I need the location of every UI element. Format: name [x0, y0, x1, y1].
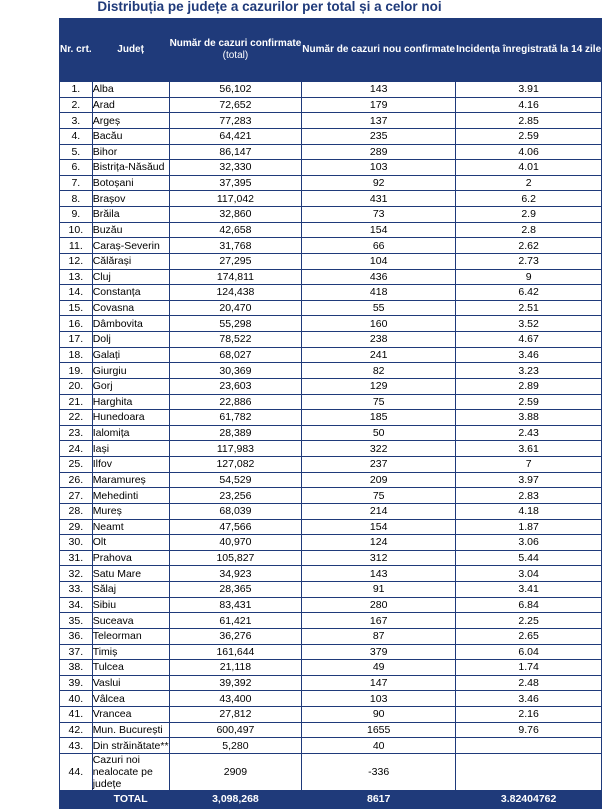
row-nr: 24. — [60, 441, 93, 457]
row-incidenta: 9 — [456, 269, 602, 285]
row-nr: 3. — [60, 113, 93, 129]
row-nr: 7. — [60, 175, 93, 191]
row-judet: Tulcea — [92, 660, 169, 676]
row-incidenta: 9.76 — [456, 722, 602, 738]
row-judet: Ialomița — [92, 425, 169, 441]
row-judet: Dolj — [92, 332, 169, 348]
row-noi: 66 — [302, 238, 456, 254]
row-total: 40,970 — [169, 535, 302, 551]
row-noi: 312 — [302, 550, 456, 566]
row-incidenta: 2.25 — [456, 613, 602, 629]
row-judet: Bihor — [92, 144, 169, 160]
row-noi: 154 — [302, 222, 456, 238]
row-judet: Dâmbovita — [92, 316, 169, 332]
row-noi: 238 — [302, 332, 456, 348]
row-total: 23,603 — [169, 378, 302, 394]
row-judet: Călărași — [92, 253, 169, 269]
row-incidenta: 3.06 — [456, 535, 602, 551]
table-row — [60, 660, 602, 676]
row-incidenta: 3.88 — [456, 410, 602, 426]
row-total: 68,027 — [169, 347, 302, 363]
row-nr: 23. — [60, 425, 93, 441]
table-row — [60, 253, 602, 269]
row-nr: 32. — [60, 566, 93, 582]
table-row — [60, 191, 602, 207]
header-judet: Județ — [92, 19, 169, 82]
row-total: 72,652 — [169, 97, 302, 113]
row-nr: 11. — [60, 238, 93, 254]
table-row — [60, 472, 602, 488]
table-row — [60, 332, 602, 348]
row-judet: Mun. București — [92, 722, 169, 738]
row-total: 27,812 — [169, 707, 302, 723]
row-judet: Botoșani — [92, 175, 169, 191]
row-judet: Teleorman — [92, 628, 169, 644]
row-total: 47,566 — [169, 519, 302, 535]
row-nr: 41. — [60, 707, 93, 723]
row-incidenta: 2.73 — [456, 253, 602, 269]
row-judet: Vaslui — [92, 675, 169, 691]
row-nr: 43. — [60, 738, 93, 754]
row-nr: 35. — [60, 613, 93, 629]
table-row — [60, 207, 602, 223]
row-incidenta: 2.51 — [456, 300, 602, 316]
row-noi: 154 — [302, 519, 456, 535]
row-nr: 22. — [60, 410, 93, 426]
header-confirmate-sub: (total) — [222, 50, 249, 61]
row-noi: 185 — [302, 410, 456, 426]
row-incidenta: 2.85 — [456, 113, 602, 129]
cases-table — [59, 18, 602, 809]
row-noi: 103 — [302, 691, 456, 707]
row-noi: 143 — [302, 82, 456, 98]
row-total: 37,395 — [169, 175, 302, 191]
row-judet: Hunedoara — [92, 410, 169, 426]
header-noi: Număr de cazuri nou confirmate — [302, 19, 456, 82]
table-row — [60, 519, 602, 535]
row-judet: Ilfov — [92, 457, 169, 473]
row-judet: Buzău — [92, 222, 169, 238]
row-incidenta: 3.46 — [456, 691, 602, 707]
row-nr: 28. — [60, 503, 93, 519]
table-row — [60, 644, 602, 660]
table-row — [60, 566, 602, 582]
table-row — [60, 144, 602, 160]
row-total: 174,811 — [169, 269, 302, 285]
table-row — [60, 97, 602, 113]
row-incidenta: 3.46 — [456, 347, 602, 363]
row-nr: 10. — [60, 222, 93, 238]
row-incidenta: 2.59 — [456, 128, 602, 144]
row-incidenta: 2.65 — [456, 628, 602, 644]
row-noi: 436 — [302, 269, 456, 285]
table-row — [60, 753, 602, 790]
row-judet: Timiș — [92, 644, 169, 660]
row-nr: 29. — [60, 519, 93, 535]
table-row — [60, 550, 602, 566]
row-judet: Brașov — [92, 191, 169, 207]
table-row — [60, 378, 602, 394]
row-noi: 50 — [302, 425, 456, 441]
header-row — [60, 19, 602, 82]
row-nr: 34. — [60, 597, 93, 613]
row-judet: Galați — [92, 347, 169, 363]
row-judet: Iași — [92, 441, 169, 457]
row-noi: 379 — [302, 644, 456, 660]
row-total: 5,280 — [169, 738, 302, 754]
row-total: 21,118 — [169, 660, 302, 676]
row-judet: Mehedinti — [92, 488, 169, 504]
row-total: 161,644 — [169, 644, 302, 660]
row-nr: 40. — [60, 691, 93, 707]
row-noi: 82 — [302, 363, 456, 379]
total-label: TOTAL — [92, 790, 169, 808]
table-row — [60, 738, 602, 754]
row-nr: 44. — [60, 753, 93, 790]
row-incidenta: 1.74 — [456, 660, 602, 676]
row-noi: 322 — [302, 441, 456, 457]
row-incidenta: 4.01 — [456, 160, 602, 176]
row-noi: 75 — [302, 394, 456, 410]
table-row — [60, 410, 602, 426]
row-judet: Prahova — [92, 550, 169, 566]
table-row — [60, 175, 602, 191]
row-incidenta: 3.97 — [456, 472, 602, 488]
row-noi: 90 — [302, 707, 456, 723]
row-judet: Sălaj — [92, 582, 169, 598]
row-total: 78,522 — [169, 332, 302, 348]
table-row — [60, 597, 602, 613]
row-incidenta: 6.2 — [456, 191, 602, 207]
row-nr: 25. — [60, 457, 93, 473]
table-row — [60, 535, 602, 551]
row-incidenta: 6.42 — [456, 285, 602, 301]
table-row — [60, 238, 602, 254]
table-row — [60, 394, 602, 410]
row-noi: 87 — [302, 628, 456, 644]
row-nr: 9. — [60, 207, 93, 223]
total-incidenta: 3.82404762 — [456, 790, 602, 808]
row-total: 43,400 — [169, 691, 302, 707]
total-confirmate: 3,098,268 — [169, 790, 302, 808]
row-noi: 143 — [302, 566, 456, 582]
row-incidenta: 2.48 — [456, 675, 602, 691]
table-row — [60, 160, 602, 176]
row-total: 105,827 — [169, 550, 302, 566]
row-incidenta: 7 — [456, 457, 602, 473]
row-noi: 147 — [302, 675, 456, 691]
row-incidenta: 2.8 — [456, 222, 602, 238]
row-judet: Suceava — [92, 613, 169, 629]
row-judet: Gorj — [92, 378, 169, 394]
row-nr: 8. — [60, 191, 93, 207]
row-incidenta: 4.18 — [456, 503, 602, 519]
table-row — [60, 503, 602, 519]
table-row — [60, 707, 602, 723]
row-noi: 73 — [302, 207, 456, 223]
row-nr: 27. — [60, 488, 93, 504]
row-incidenta: 2.89 — [456, 378, 602, 394]
row-total: 34,923 — [169, 566, 302, 582]
row-total: 20,470 — [169, 300, 302, 316]
row-incidenta: 2.83 — [456, 488, 602, 504]
total-row — [60, 790, 602, 808]
row-noi: 280 — [302, 597, 456, 613]
row-nr: 6. — [60, 160, 93, 176]
row-nr: 21. — [60, 394, 93, 410]
row-noi: 92 — [302, 175, 456, 191]
row-judet: Olt — [92, 535, 169, 551]
row-judet: Sibiu — [92, 597, 169, 613]
row-nr: 39. — [60, 675, 93, 691]
table-row — [60, 128, 602, 144]
row-incidenta: 3.52 — [456, 316, 602, 332]
row-total: 56,102 — [169, 82, 302, 98]
row-total: 23,256 — [169, 488, 302, 504]
row-nr: 18. — [60, 347, 93, 363]
row-total: 28,365 — [169, 582, 302, 598]
row-noi: 137 — [302, 113, 456, 129]
row-total: 31,768 — [169, 238, 302, 254]
row-judet: Neamt — [92, 519, 169, 535]
row-nr: 13. — [60, 269, 93, 285]
row-total: 117,042 — [169, 191, 302, 207]
table-row — [60, 457, 602, 473]
row-nr: 38. — [60, 660, 93, 676]
row-incidenta: 4.16 — [456, 97, 602, 113]
row-noi: 209 — [302, 472, 456, 488]
table-row — [60, 113, 602, 129]
page-title: Distribuția pe județe a cazurilor per total și a celor noi — [97, 0, 442, 14]
row-noi: 431 — [302, 191, 456, 207]
row-noi: 75 — [302, 488, 456, 504]
row-noi: 235 — [302, 128, 456, 144]
row-nr: 12. — [60, 253, 93, 269]
row-judet: Bistrița-Năsăud — [92, 160, 169, 176]
row-total: 117,983 — [169, 441, 302, 457]
header-confirmate-label: Număr de cazuri confirmate — [169, 38, 302, 49]
row-noi: 49 — [302, 660, 456, 676]
row-nr: 30. — [60, 535, 93, 551]
table-row — [60, 300, 602, 316]
row-total: 68,039 — [169, 503, 302, 519]
row-total: 55,298 — [169, 316, 302, 332]
table-row — [60, 222, 602, 238]
row-judet: Arad — [92, 97, 169, 113]
table-row — [60, 269, 602, 285]
row-noi: 91 — [302, 582, 456, 598]
row-nr: 26. — [60, 472, 93, 488]
table-row — [60, 82, 602, 98]
row-total: 32,860 — [169, 207, 302, 223]
table-row — [60, 363, 602, 379]
row-nr: 1. — [60, 82, 93, 98]
row-judet: Brăila — [92, 207, 169, 223]
row-judet: Maramureș — [92, 472, 169, 488]
row-total: 22,886 — [169, 394, 302, 410]
header-incidenta: Incidența înregistrată la 14 zile — [456, 19, 602, 82]
row-nr: 19. — [60, 363, 93, 379]
table-body — [60, 82, 602, 791]
row-judet: Giurgiu — [92, 363, 169, 379]
row-total: 27,295 — [169, 253, 302, 269]
row-total: 600,497 — [169, 722, 302, 738]
table-row — [60, 347, 602, 363]
row-nr: 2. — [60, 97, 93, 113]
table-row — [60, 722, 602, 738]
row-noi: 179 — [302, 97, 456, 113]
row-total: 28,389 — [169, 425, 302, 441]
row-incidenta: 2 — [456, 175, 602, 191]
row-judet: Cluj — [92, 269, 169, 285]
row-total: 61,782 — [169, 410, 302, 426]
row-judet: Vâlcea — [92, 691, 169, 707]
row-total: 86,147 — [169, 144, 302, 160]
row-noi: 241 — [302, 347, 456, 363]
row-judet: Caraș-Severin — [92, 238, 169, 254]
row-noi: 103 — [302, 160, 456, 176]
row-noi: -336 — [302, 753, 456, 790]
table-row — [60, 285, 602, 301]
row-judet: Constanța — [92, 285, 169, 301]
row-total: 54,529 — [169, 472, 302, 488]
row-noi: 129 — [302, 378, 456, 394]
row-incidenta: 3.23 — [456, 363, 602, 379]
row-total: 30,369 — [169, 363, 302, 379]
row-nr: 36. — [60, 628, 93, 644]
row-incidenta — [456, 738, 602, 754]
row-judet: Mureș — [92, 503, 169, 519]
row-noi: 124 — [302, 535, 456, 551]
row-noi: 1655 — [302, 722, 456, 738]
row-nr: 17. — [60, 332, 93, 348]
row-noi: 55 — [302, 300, 456, 316]
row-judet: Covasna — [92, 300, 169, 316]
row-total: 61,421 — [169, 613, 302, 629]
row-total: 39,392 — [169, 675, 302, 691]
row-incidenta — [456, 753, 602, 790]
row-incidenta: 2.9 — [456, 207, 602, 223]
row-total: 64,421 — [169, 128, 302, 144]
row-noi: 289 — [302, 144, 456, 160]
row-noi: 167 — [302, 613, 456, 629]
row-nr: 4. — [60, 128, 93, 144]
row-nr: 31. — [60, 550, 93, 566]
row-judet: Satu Mare — [92, 566, 169, 582]
row-incidenta: 2.43 — [456, 425, 602, 441]
row-noi: 160 — [302, 316, 456, 332]
row-noi: 214 — [302, 503, 456, 519]
row-judet: Cazuri noi nealocate pe județe — [92, 753, 169, 790]
total-noi: 8617 — [302, 790, 456, 808]
row-incidenta: 2.59 — [456, 394, 602, 410]
row-total: 77,283 — [169, 113, 302, 129]
row-nr: 5. — [60, 144, 93, 160]
row-nr: 16. — [60, 316, 93, 332]
row-noi: 237 — [302, 457, 456, 473]
row-incidenta: 2.16 — [456, 707, 602, 723]
table-row — [60, 425, 602, 441]
row-total: 124,438 — [169, 285, 302, 301]
table-row — [60, 628, 602, 644]
row-incidenta: 5.44 — [456, 550, 602, 566]
row-incidenta: 3.91 — [456, 82, 602, 98]
row-nr: 42. — [60, 722, 93, 738]
header-nr: Nr. crt. — [60, 19, 93, 82]
row-nr: 15. — [60, 300, 93, 316]
header-confirmate — [169, 19, 302, 82]
row-total: 32,330 — [169, 160, 302, 176]
row-total: 83,431 — [169, 597, 302, 613]
row-nr: 33. — [60, 582, 93, 598]
row-judet: Bacău — [92, 128, 169, 144]
row-nr: 14. — [60, 285, 93, 301]
row-judet: Harghita — [92, 394, 169, 410]
row-incidenta: 3.41 — [456, 582, 602, 598]
row-noi: 40 — [302, 738, 456, 754]
row-nr: 20. — [60, 378, 93, 394]
row-total: 42,658 — [169, 222, 302, 238]
row-total: 127,082 — [169, 457, 302, 473]
table-row — [60, 691, 602, 707]
total-nr-cell — [60, 790, 93, 808]
row-incidenta: 3.04 — [456, 566, 602, 582]
row-incidenta: 2.62 — [456, 238, 602, 254]
row-incidenta: 3.61 — [456, 441, 602, 457]
row-noi: 418 — [302, 285, 456, 301]
row-judet: Din străinătate** — [92, 739, 169, 752]
table-row — [60, 675, 602, 691]
row-incidenta: 6.84 — [456, 597, 602, 613]
row-noi: 104 — [302, 253, 456, 269]
row-total: 2909 — [169, 753, 302, 790]
row-judet: Argeș — [92, 113, 169, 129]
table-row — [60, 441, 602, 457]
row-judet: Alba — [92, 82, 169, 98]
table-row — [60, 613, 602, 629]
table-row — [60, 582, 602, 598]
table-header — [60, 19, 602, 82]
row-total: 36,276 — [169, 628, 302, 644]
row-incidenta: 6.04 — [456, 644, 602, 660]
row-judet: Vrancea — [92, 707, 169, 723]
row-incidenta: 1.87 — [456, 519, 602, 535]
row-nr: 37. — [60, 644, 93, 660]
row-incidenta: 4.67 — [456, 332, 602, 348]
table-row — [60, 488, 602, 504]
table-row — [60, 316, 602, 332]
row-incidenta: 4.06 — [456, 144, 602, 160]
